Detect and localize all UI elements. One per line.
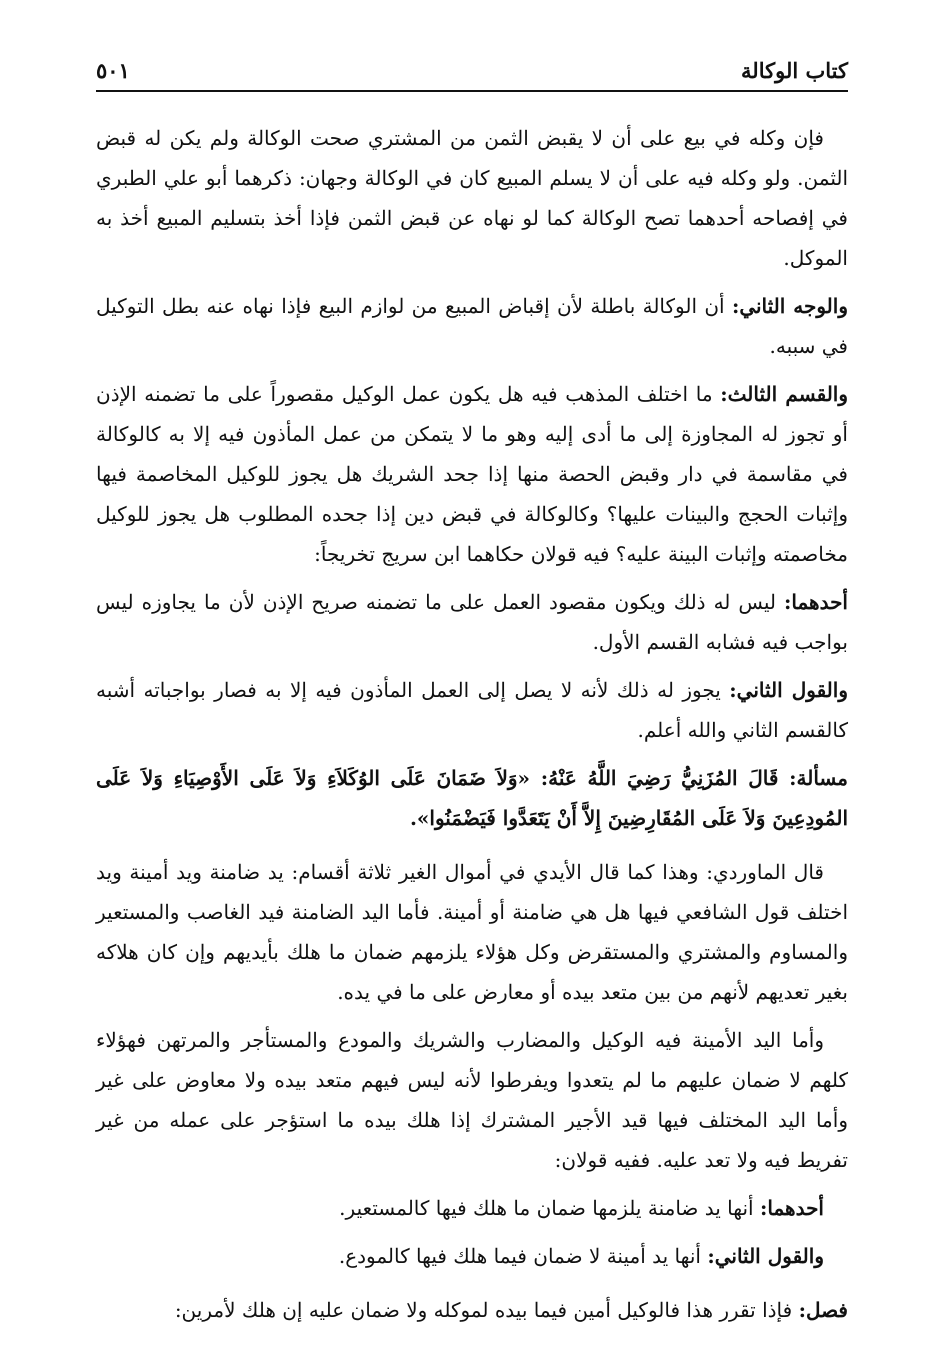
quoted-text: قَالَ المُزَنِيُّ رَضِيَ اللَّهُ عَنْهُ: «وَلاَ ضَمَانَ عَلَى الوُكَلاَءِ وَلاَ عَلَى الأَوْصِيَاءِ وَلاَ عَلَى المُودِعِينَ وَلاَ عَلَى المُقَارِضِينَ إِلاَّ أَنْ يَتَعَدَّوا فَيَضْمَنُوا».: [96, 766, 848, 830]
paragraph-text: فإذا تقرر هذا فالوكيل أمين فيما بيده لموكله ولا ضمان عليه إن هلك لأمرين:: [174, 1298, 799, 1322]
running-header: [96, 56, 848, 92]
paragraph-text: أن الوكالة باطلة لأن إقباض المبيع من لوازم البيع فإذا نهاه عنه بطل التوكيل في سببه.: [96, 294, 848, 358]
paragraph-lead: أحدهما:: [783, 590, 848, 614]
paragraph-fasl: [96, 1290, 848, 1330]
paragraph-lead: والقسم الثالث:: [720, 382, 849, 406]
paragraph-5: [96, 670, 848, 750]
paragraph-9: [96, 1188, 848, 1228]
page-number: ٥٠١: [96, 58, 140, 83]
paragraph-text: أنها يد أمينة لا ضمان فيما هلك فيها كالمودع.: [338, 1244, 708, 1268]
paragraph-1: [96, 118, 848, 278]
paragraph-lead: والوجه الثاني:: [731, 294, 848, 318]
paragraph-text: قال الماوردي: وهذا كما قال الأيدي في أموال الغير ثلاثة أقسام: يد ضامنة ويد أمينة ويد اختلف قول الشافعي فيها هل هي ضامنة أو أمينة. فأما اليد الضامنة فيد الغاصب والمستعير والمساوم والمشتري والمستقرض وكل هؤلاء يلزمهم ضمان ما هلك بأيديهم وإن كان هلاكه بغير تعديهم لأنهم من بين متعد بيده أو معارض على ما في يده.: [96, 860, 848, 1004]
paragraph-text: وأما اليد الأمينة فيه الوكيل والمضارب والشريك والمودع والمستأجر والمرتهن فهؤلاء كلهم لا ضمان عليهم ما لم يتعدوا ويفرطوا لأنه ليس فيهم متعد بيده ولا معاوض على غير وأما اليد المختلف فيها قيد الأجير المشترك إذا هلك بيده ما استؤجر على عمله من غير تفريط فيه ولا تعد عليه. ففيه قولان:: [96, 1028, 848, 1172]
paragraph-10: [96, 1236, 848, 1276]
paragraph-masala: [96, 758, 848, 838]
paragraph-2: [96, 286, 848, 366]
paragraph-text: أنها يد ضامنة يلزمها ضمان ما هلك فيها كالمستعير.: [339, 1196, 760, 1220]
paragraph-3: [96, 374, 848, 574]
paragraph-text: ما اختلف المذهب فيه هل يكون عمل الوكيل مقصوراً على ما تضمنه الإذن أو تجوز له المجاوزة إلى ما أدى إليه وهو ما لا يتمكن من عمل المأذون فيه إلا به كالوكالة في مقاسمة في دار وقبض الحصة منها إذا جحد الشريك هل يجوز للوكيل المخاصمة فيها وإثبات الحجج والبينات عليها؟ وكالوكالة في قبض دين إذا جحده المطلوب هل يجوز للوكيل مخاصمته وإثبات البينة عليه؟ فيه قولان حكاهما ابن سريج تخريجاً:: [96, 382, 848, 566]
paragraph-8: [96, 1020, 848, 1180]
paragraph-text: ليس له ذلك ويكون مقصود العمل على ما تضمنه صريح الإذن لأن ما يجاوزه ليس بواجب فيه فشابه القسم الأول.: [96, 590, 848, 654]
paragraph-text: فإن وكله في بيع على أن لا يقبض الثمن من المشتري صحت الوكالة ولم يكن له قبض الثمن. ولو وكله فيه على أن لا يسلم المبيع كان في الوكالة وجهان: ذكرهما أبو علي الطبري في إفصاحه أحدهما تصح الوكالة كما لو نهاه عن قبض الثمن فإذا أخذ بتسليم المبيع أخذ به الموكل.: [96, 126, 848, 270]
paragraph-7: [96, 852, 848, 1012]
paragraph-4: [96, 582, 848, 662]
paragraph-lead: أحدهما:: [759, 1196, 824, 1220]
paragraph-lead: والقول الثاني:: [707, 1244, 824, 1268]
document-page: [96, 56, 848, 1338]
paragraph-text: يجوز له ذلك لأنه لا يصل إلى العمل المأذون فيه إلا به فصار بواجباته أشبه كالقسم الثاني والله أعلم.: [96, 678, 848, 742]
paragraph-lead: فصل:: [798, 1298, 848, 1322]
book-title: كتاب الوكالة: [731, 58, 848, 83]
paragraph-lead: مسألة:: [789, 766, 848, 790]
paragraph-lead: والقول الثاني:: [729, 678, 848, 702]
